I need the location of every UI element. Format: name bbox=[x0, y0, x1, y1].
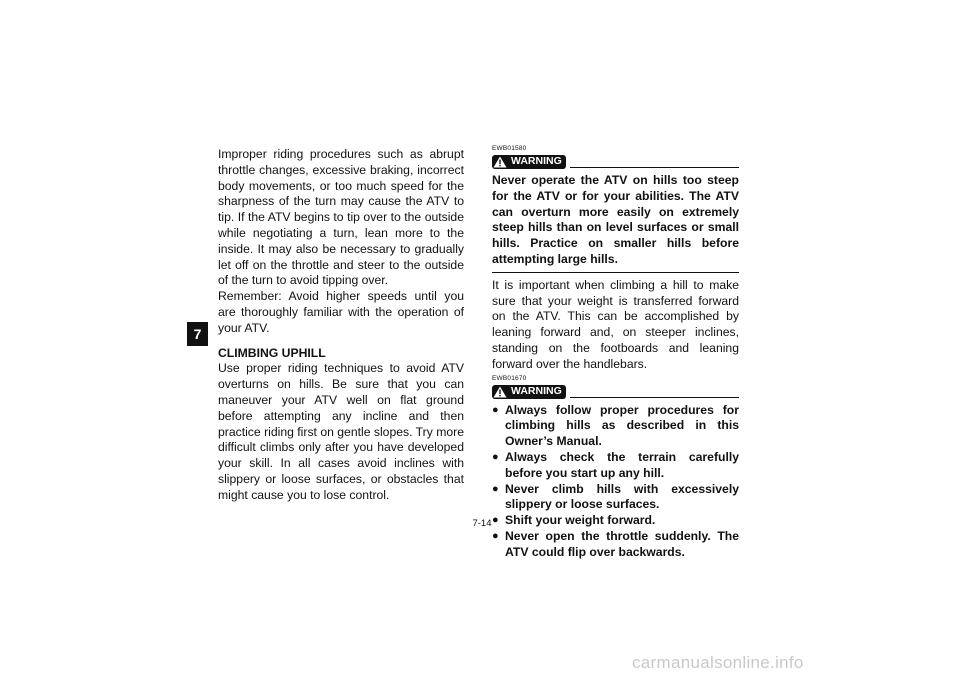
list-item: ● Shift your weight forward. bbox=[492, 513, 739, 529]
warning-text: Never operate the ATV on hills too steep for the ATV or for your abilities. The ATV can overturn more easily on extremely steep hills than on level surfaces or small hills. Practice on smaller hills before attempting large hills. bbox=[492, 173, 739, 266]
list-item: ● Never open the throttle suddenly. The ATV could flip over backwards. bbox=[492, 529, 739, 561]
page-number: 7-14 bbox=[472, 518, 492, 529]
paragraph-climbing: Use proper riding techniques to avoid ATV overturns on hills. Be sure that you can maneuver your ATV well on flat ground before attempting any incline and then practice riding first on gentle slopes. Try more difficult climbs only after you have developed your skill. In all cases avoid inclines with slippery or loose surfaces, or obstacles that might cause you to lose control. bbox=[218, 361, 464, 502]
warning-triangle-icon bbox=[493, 156, 507, 168]
list-item: ● Never climb hills with excessively slippery or loose surfaces. bbox=[492, 482, 739, 514]
warning-badge bbox=[492, 155, 566, 169]
warning-label: WARNING bbox=[511, 155, 562, 168]
warning-header-rule bbox=[570, 397, 739, 398]
paragraph-weight-transfer: It is important when climbing a hill to make sure that your weight is transferred forward on the ATV. This can be accomplished by leaning forward and, on steeper inclines, standing on the footboards and leaning forward over the handlebars. bbox=[492, 277, 739, 371]
warning-code: EWB01670 bbox=[492, 374, 527, 382]
right-column bbox=[492, 145, 739, 561]
warning-label: WARNING bbox=[511, 384, 562, 397]
list-item: ● Always check the terrain carefully before you start up any hill. bbox=[492, 450, 739, 482]
warning-bullet-list bbox=[492, 403, 739, 561]
watermark: carmanualsonline.info bbox=[632, 653, 804, 672]
list-item: ● Always follow proper procedures for climbing hills as described in this Owner’s Manual. bbox=[492, 403, 739, 450]
paragraph-turning: Improper riding procedures such as abrupt throttle changes, excessive braking, incorrect body movements, or too much speed for the sharpness of the turn may cause the ATV to tip. If the ATV begins to tip over to the outside while negotiating a turn, lean more to the inside. It may also be necessary to gradually let off on the throttle and steer to the outside of the turn to avoid tipping over. bbox=[218, 147, 464, 288]
warning-header bbox=[492, 385, 739, 399]
warning-badge bbox=[492, 385, 566, 399]
warning-end-rule bbox=[492, 272, 739, 273]
warning-triangle-icon bbox=[493, 386, 507, 398]
warning-code: EWB01580 bbox=[492, 145, 527, 152]
paragraph-remember: Remember: Avoid higher speeds until you are thoroughly familiar with the operation of your ATV. bbox=[218, 289, 464, 335]
left-column bbox=[218, 147, 464, 504]
section-tab: 7 bbox=[187, 322, 208, 346]
warning-header bbox=[492, 155, 739, 169]
heading-climbing-uphill: CLIMBING UPHILL bbox=[218, 345, 326, 360]
warning-header-rule bbox=[570, 167, 739, 168]
